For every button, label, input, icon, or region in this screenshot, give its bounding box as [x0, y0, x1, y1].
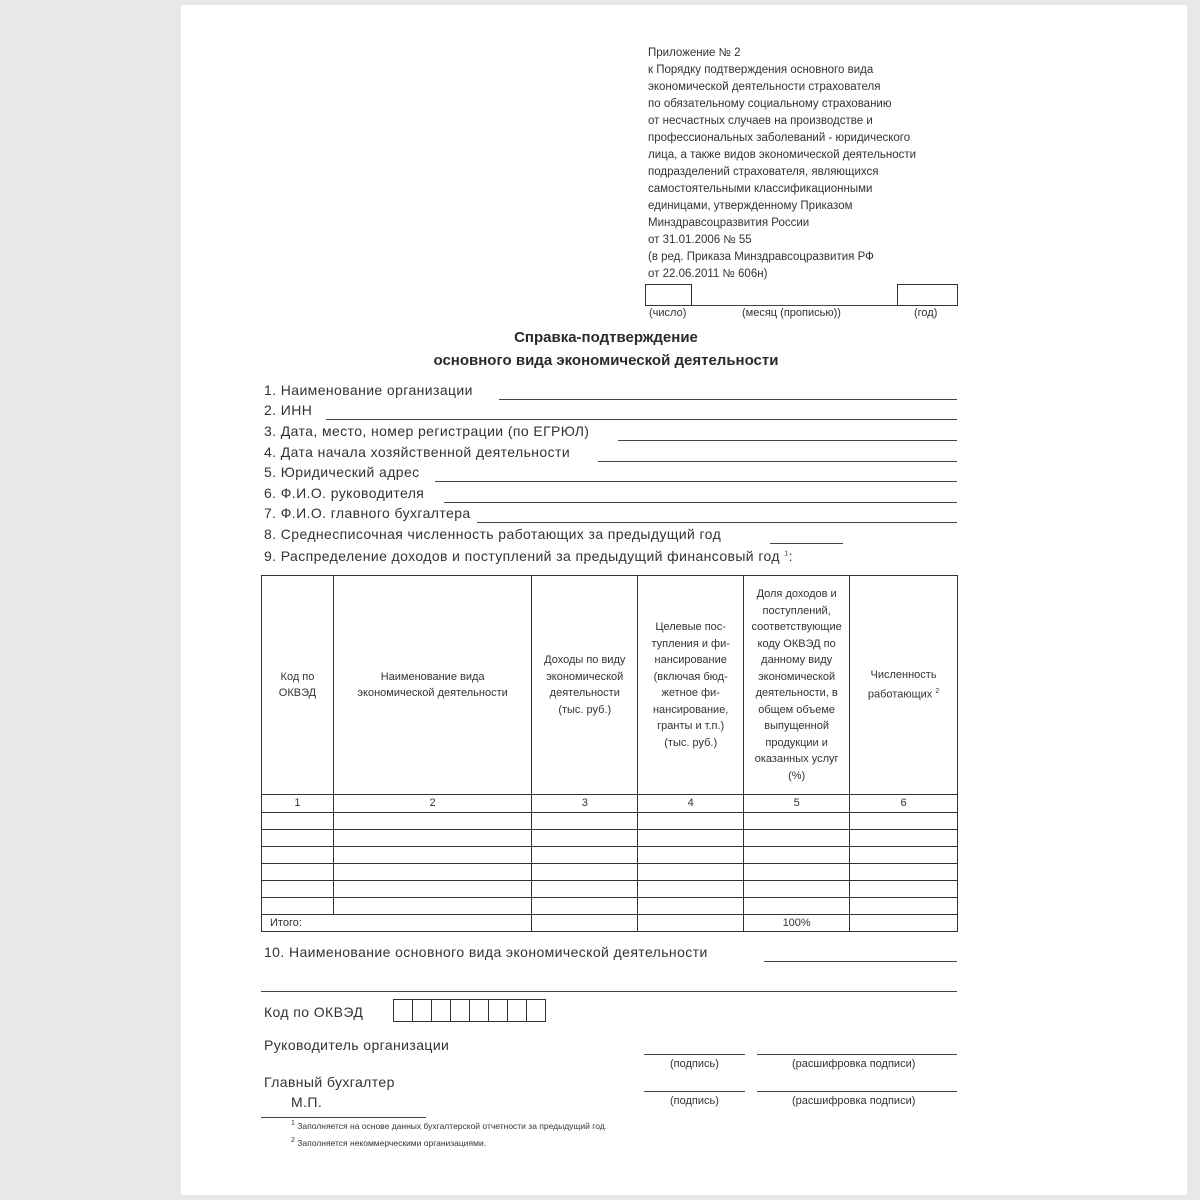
footnote-ref: 2 — [935, 687, 940, 695]
column-number-row — [262, 795, 958, 813]
director-decoding-line[interactable] — [757, 1054, 957, 1055]
table-cell[interactable] — [850, 897, 958, 914]
table-cell[interactable] — [744, 829, 850, 846]
table-cell[interactable] — [638, 880, 744, 897]
footnote-text: Заполняется некоммерческими организациями. — [297, 1137, 487, 1148]
field-label-inn: 2. ИНН — [264, 402, 313, 418]
table-cell[interactable] — [333, 863, 531, 880]
okved-digit-box[interactable] — [413, 999, 432, 1022]
column-number: 1 — [262, 795, 334, 813]
column-number: 5 — [744, 795, 850, 813]
chief-accountant-label: Главный бухгалтер — [264, 1074, 395, 1090]
column-number: 4 — [638, 795, 744, 813]
field-line-director[interactable] — [444, 502, 957, 503]
table-cell[interactable] — [638, 863, 744, 880]
header-headcount — [850, 576, 958, 795]
table-cell[interactable] — [638, 897, 744, 914]
appendix-line: профессиональных заболеваний - юридического — [648, 132, 911, 144]
appendix-line: подразделений страхователя, являющихся — [648, 166, 879, 178]
appendix-line: от 31.01.2006 № 55 — [648, 234, 752, 246]
field-label-director: 6. Ф.И.О. руководителя — [264, 485, 425, 501]
table-cell[interactable] — [744, 880, 850, 897]
appendix-header — [648, 45, 948, 283]
footnote-mark: 1 — [291, 1120, 295, 1127]
table-row[interactable] — [262, 812, 958, 829]
table-cell[interactable] — [532, 846, 638, 863]
appendix-line: Приложение № 2 — [648, 47, 741, 59]
table-cell[interactable] — [532, 914, 638, 932]
appendix-line: единицами, утвержденному Приказом — [648, 200, 853, 212]
table-cell[interactable] — [333, 812, 531, 829]
header-headcount-text: Численность работающих — [867, 669, 937, 701]
colon: : — [788, 548, 793, 564]
table-cell[interactable] — [850, 880, 958, 897]
main-activity-line-2[interactable] — [261, 991, 957, 992]
table-row[interactable] — [262, 880, 958, 897]
column-number: 2 — [333, 795, 531, 813]
table-cell[interactable] — [850, 863, 958, 880]
field-label-chief-accountant: 7. Ф.И.О. главного бухгалтера — [264, 505, 471, 521]
footnote-1 — [291, 1120, 607, 1131]
director-label: Руководитель организации — [264, 1037, 450, 1053]
column-number: 6 — [850, 795, 958, 813]
appendix-line: по обязательному социальному страхованию — [648, 98, 892, 110]
stamp-label: М.П. — [291, 1094, 323, 1110]
table-row[interactable] — [262, 829, 958, 846]
document-page — [181, 5, 1187, 1195]
table-header-row — [262, 576, 958, 795]
director-signature-line[interactable] — [644, 1054, 745, 1055]
day-caption: (число) — [649, 307, 687, 319]
table-cell[interactable] — [850, 812, 958, 829]
table-cell[interactable] — [333, 880, 531, 897]
footnote-2 — [291, 1137, 486, 1148]
table-cell[interactable] — [850, 914, 958, 932]
okved-digit-box[interactable] — [470, 999, 489, 1022]
field-line-headcount[interactable] — [770, 543, 843, 544]
document-title-line2: основного вида экономической деятельности — [433, 352, 779, 369]
okved-code-label: Код по ОКВЭД — [264, 1004, 364, 1020]
table-cell[interactable] — [262, 829, 334, 846]
header-income: Доходы по виду экономической деятельности (тыс. руб.) — [532, 576, 638, 795]
table-cell[interactable] — [744, 863, 850, 880]
income-distribution-text: 9. Распределение доходов и поступлений за предыдущий финансовый год — [264, 548, 780, 564]
field-line-chief-accountant[interactable] — [477, 522, 957, 523]
document-title-line1: Справка-подтверждение — [514, 329, 698, 346]
table-row[interactable] — [262, 846, 958, 863]
main-activity-line-1[interactable] — [764, 961, 957, 962]
table-cell[interactable] — [638, 829, 744, 846]
accountant-signature-line[interactable] — [644, 1091, 745, 1092]
year-box[interactable] — [897, 284, 958, 306]
table-cell[interactable] — [638, 914, 744, 932]
table-cell[interactable] — [532, 863, 638, 880]
appendix-line: самостоятельными классификационными — [648, 183, 873, 195]
footnote-ref: 1 — [784, 550, 789, 558]
okved-digit-box[interactable] — [393, 999, 413, 1022]
main-activity-label: 10. Наименование основного вида экономической деятельности — [264, 944, 708, 960]
table-cell[interactable] — [262, 863, 334, 880]
field-label-registration: 3. Дата, место, номер регистрации (по ЕГРЮЛ) — [264, 423, 590, 439]
table-cell[interactable] — [333, 846, 531, 863]
footnote-separator — [261, 1117, 426, 1118]
table-cell[interactable] — [744, 846, 850, 863]
appendix-line: от 22.06.2011 № 606н) — [648, 268, 768, 280]
table-cell[interactable] — [262, 846, 334, 863]
director-signature-caption: (подпись) — [670, 1058, 719, 1070]
appendix-line: от несчастных случаев на производстве и — [648, 115, 873, 127]
field-line-registration[interactable] — [618, 440, 957, 441]
header-okved-code: Код по ОКВЭД — [262, 576, 334, 795]
okved-code-boxes[interactable] — [393, 999, 546, 1022]
field-line-start-date[interactable] — [598, 461, 957, 462]
income-table — [261, 575, 958, 932]
okved-digit-box[interactable] — [508, 999, 527, 1022]
total-row — [262, 914, 958, 932]
table-cell[interactable] — [333, 829, 531, 846]
table-cell[interactable] — [850, 846, 958, 863]
accountant-decoding-caption: (расшифровка подписи) — [792, 1095, 916, 1107]
year-caption: (год) — [914, 307, 938, 319]
okved-digit-box[interactable] — [451, 999, 470, 1022]
table-cell[interactable] — [333, 897, 531, 914]
okved-digit-box[interactable] — [489, 999, 508, 1022]
header-share-percent: Доля доходов и поступлений, соответствующие коду ОКВЭД по данному виду экономической деятельности, в общем объеме выпущенной продукции и оказанных услуг (%) — [744, 576, 850, 795]
header-target-funding: Целевые пос-тупления и фи-нансирование (включая бюд-жетное фи-нансирование, гранты и т.п.) (тыс. руб.) — [638, 576, 744, 795]
footnote-mark: 2 — [291, 1137, 295, 1144]
field-line-organization[interactable] — [499, 399, 957, 400]
director-decoding-caption: (расшифровка подписи) — [792, 1058, 916, 1070]
total-percent: 100% — [744, 914, 850, 932]
table-cell[interactable] — [532, 880, 638, 897]
field-label-start-date: 4. Дата начала хозяйственной деятельности — [264, 444, 571, 460]
okved-digit-box[interactable] — [527, 999, 546, 1022]
field-label-organization: 1. Наименование организации — [264, 382, 473, 398]
footnote-text: Заполняется на основе данных бухгалтерской отчетности за предыдущий год. — [297, 1120, 608, 1131]
column-number: 3 — [532, 795, 638, 813]
month-line[interactable] — [692, 305, 897, 306]
accountant-signature-caption: (подпись) — [670, 1095, 719, 1107]
table-cell[interactable] — [744, 897, 850, 914]
okved-digit-box[interactable] — [432, 999, 451, 1022]
table-cell[interactable] — [532, 812, 638, 829]
day-box[interactable] — [645, 284, 692, 306]
appendix-line: к Порядку подтверждения основного вида — [648, 64, 874, 76]
appendix-line: лица, а также видов экономической деятельности — [648, 149, 917, 161]
appendix-line: экономической деятельности страхователя — [648, 81, 881, 93]
appendix-line: (в ред. Приказа Минздравсоцразвития РФ — [648, 251, 874, 263]
field-label-headcount: 8. Среднесписочная численность работающих за предыдущий год — [264, 526, 722, 542]
field-line-inn[interactable] — [326, 419, 957, 420]
total-label: Итого: — [262, 914, 532, 932]
table-cell[interactable] — [744, 812, 850, 829]
table-cell[interactable] — [850, 829, 958, 846]
table-cell[interactable] — [638, 846, 744, 863]
field-label-legal-address: 5. Юридический адрес — [264, 464, 420, 480]
table-cell[interactable] — [532, 897, 638, 914]
field-line-legal-address[interactable] — [435, 481, 957, 482]
appendix-line: Минздравсоцразвития России — [648, 217, 810, 229]
table-cell[interactable] — [262, 812, 334, 829]
table-row[interactable] — [262, 897, 958, 914]
field-label-income-distribution — [264, 548, 793, 564]
accountant-decoding-line[interactable] — [757, 1091, 957, 1092]
table-cell[interactable] — [262, 880, 334, 897]
table-cell[interactable] — [638, 812, 744, 829]
table-cell[interactable] — [532, 829, 638, 846]
table-row[interactable] — [262, 863, 958, 880]
month-caption: (месяц (прописью)) — [742, 307, 841, 319]
table-cell[interactable] — [262, 897, 334, 914]
header-activity-name: Наименование вида экономической деятельности — [333, 576, 531, 795]
